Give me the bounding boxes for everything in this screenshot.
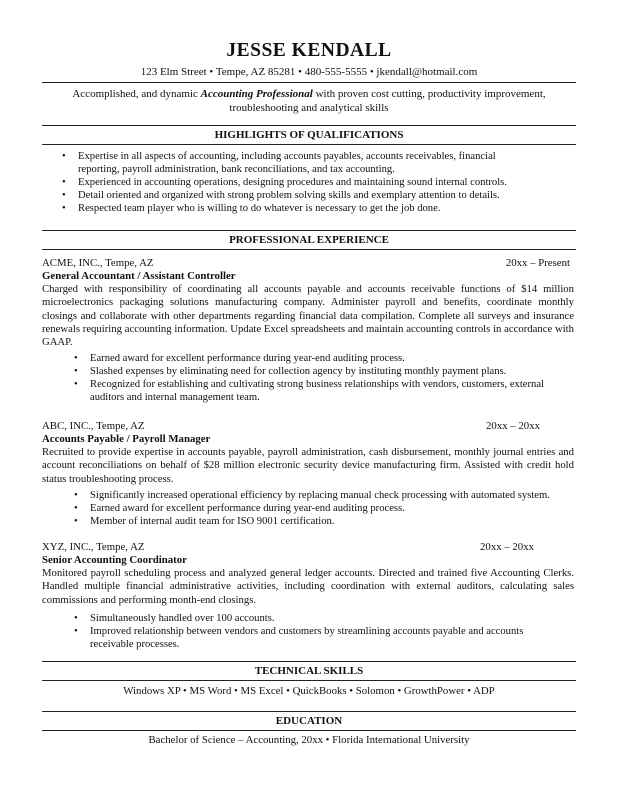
header-divider [42, 82, 576, 83]
highlights-bottom-rule [42, 144, 576, 145]
job-description: Recruited to provide expertise in accounts payable, payroll administration, cash disbursement, monthly journal entries and account reconciliations on behalf of $28 million electronic security device manufacturing firm. Assisted with credit hold status troubleshooting process. [42, 446, 574, 485]
highlights-title: HIGHLIGHTS OF QUALIFICATIONS [214, 129, 404, 141]
job-dates: 20xx – Present [505, 257, 570, 269]
experience-top-rule [42, 230, 576, 231]
job-description: Monitored payroll scheduling process and analyzed general ledger accounts. Directed and trained five Accounting Clerks. Handled multiple financial administrative activities, including coordination with external auditors, calculating sales commissions and performing month-end closings. [42, 567, 574, 606]
education-detail: Bachelor of Science – Accounting, 20xx • Florida International University [148, 734, 470, 746]
job-bullet: • Slashed expenses by eliminating need for collection agency by instituting monthly payment plans. [72, 365, 564, 378]
experience-bottom-rule [42, 249, 576, 250]
summary-emphasis: Accounting Professional [200, 88, 313, 100]
job-bullet: • Simultaneously handled over 100 accounts. [72, 612, 532, 625]
job-bullet: • Earned award for excellent performance during year-end auditing process. [72, 352, 564, 365]
job-bullets [72, 352, 564, 404]
job-position: Accounts Payable / Payroll Manager [42, 433, 211, 445]
summary-intro: Accomplished, and dynamic [72, 88, 201, 100]
job-position: General Accountant / Assistant Controller [42, 270, 236, 282]
skills-title: TECHNICAL SKILLS [254, 665, 364, 677]
job-position: Senior Accounting Coordinator [42, 554, 187, 566]
highlight-item: • Respected team player who is willing to do whatever is necessary to get the job done. [60, 202, 520, 215]
skills-list: Windows XP • MS Word • MS Excel • QuickBooks • Solomon • GrowthPower • ADP [123, 685, 495, 697]
job-bullet: • Improved relationship between vendors and customers by streamlining accounts payable and accounts receivable processes. [72, 625, 532, 651]
education-top-rule [42, 711, 576, 712]
highlights-list [60, 150, 520, 215]
highlight-item: • Experienced in accounting operations, designing procedures and maintaining sound internal controls. [60, 176, 520, 189]
education-bottom-rule [42, 730, 576, 731]
job-bullets [72, 612, 532, 651]
skills-top-rule [42, 661, 576, 662]
job-bullets [72, 489, 572, 528]
job-header [42, 257, 570, 270]
job-bullet: • Member of internal audit team for ISO 9001 certification. [72, 515, 572, 528]
job-bullet: • Earned award for excellent performance during year-end auditing process. [72, 502, 572, 515]
job-description: Charged with responsibility of coordinating all accounts payable and accounts receivable functions of $14 million microelectronics packaging solutions manufacturing company. Administer payroll and benefits, coordinate monthly closings and collaborate with other departments regarding financial data compilation. Complete all surveys and insurance renewals requiring accounting information. Update Excel spreadsheets and maintain accounting controls in accordance with GAAP. [42, 283, 574, 349]
summary [60, 88, 558, 115]
job-header [42, 420, 570, 433]
contact-line: 123 Elm Street • Tempe, AZ 85281 • 480-555-5555 • jkendall@hotmail.com [140, 66, 478, 78]
job-bullet: • Significantly increased operational efficiency by replacing manual check processing with automated system. [72, 489, 572, 502]
job-bullet: • Recognized for establishing and cultivating strong business relationships with vendors, customers, external auditors and internal management team. [72, 378, 564, 404]
candidate-name: JESSE KENDALL [226, 40, 392, 61]
highlight-item: • Expertise in all aspects of accounting, including accounts payables, accounts receivables, financial reporting, payroll administration, bank reconciliations, and tax accounting. [60, 150, 520, 176]
education-title: EDUCATION [275, 715, 343, 727]
job-company: ACME, INC., Tempe, AZ [42, 257, 154, 269]
highlights-top-rule [42, 125, 576, 126]
job-header [42, 541, 570, 554]
summary-rest: with proven cost cutting, productivity improvement, troubleshooting and analytical skills [229, 88, 546, 114]
job-company: XYZ, INC., Tempe, AZ [42, 541, 145, 553]
skills-bottom-rule [42, 680, 576, 681]
experience-title: PROFESSIONAL EXPERIENCE [229, 234, 389, 246]
job-dates: 20xx – 20xx [486, 420, 540, 432]
highlight-item: • Detail oriented and organized with strong problem solving skills and exemplary attention to details. [60, 189, 520, 202]
job-company: ABC, INC., Tempe, AZ [42, 420, 145, 432]
job-dates: 20xx – 20xx [480, 541, 534, 553]
